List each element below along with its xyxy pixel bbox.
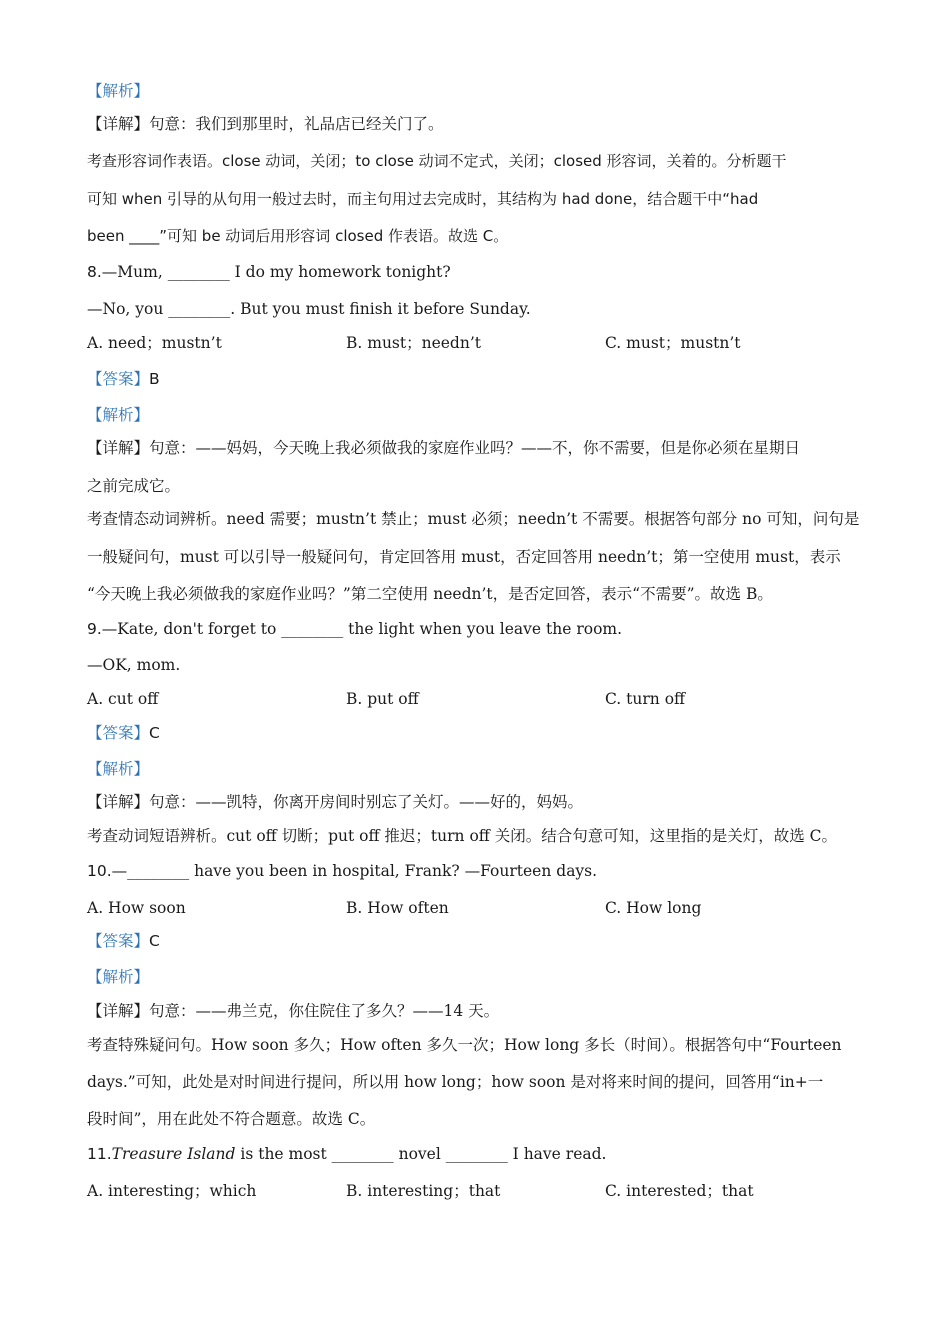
- explanation-line: days.”可知，此处是对时间进行提问，所以用 how long；how soon 是对将来时间的提问，回答用“in+一: [87, 1073, 824, 1091]
- detail-text: 句意：——凯特，你离开房间时别忘了关灯。——好的，妈妈。: [149, 793, 584, 811]
- question-8-stem: [87, 262, 451, 282]
- explanation-line: 考查动词短语辨析。cut off 切断；put off 推迟；turn off 关闭。结合句意可知，这里指的是关灯，故选 C。: [87, 827, 838, 845]
- analysis-label: 【解析】: [87, 760, 150, 778]
- detail-text: 句意：——弗兰克，你住院住了多久？——14 天。: [149, 1002, 500, 1020]
- explanation-line: 段时间”，用在此处不符合题意。故选 C。: [87, 1110, 376, 1128]
- answer-line: [87, 369, 160, 389]
- question-text: —Mum, ________ I do my homework tonight?: [101, 263, 451, 281]
- option-c: C. How long: [605, 899, 702, 917]
- option-b: B. How often: [346, 899, 449, 917]
- explanation-line: 考查特殊疑问句。How soon 多久；How often 多久一次；How long 多长（时间）。根据答句中“Fourteen: [87, 1036, 842, 1054]
- question-9-stem: [87, 619, 622, 639]
- explanation-line: 考查情态动词辨析。need 需要；mustn’t 禁止；must 必须；needn’t 不需要。根据答句部分 no 可知，问句是: [87, 510, 860, 528]
- detail-label: 【详解】: [87, 1002, 150, 1020]
- question-9-reply: —OK, mom.: [87, 656, 181, 674]
- detail-line: [87, 114, 444, 134]
- question-text: —________ have you been in hospital, Frank? —Fourteen days.: [111, 862, 598, 880]
- detail-line: [87, 1001, 499, 1021]
- answer-line: [87, 931, 160, 951]
- option-a: A. cut off: [87, 690, 159, 708]
- answer-label: 【答案】: [87, 932, 150, 950]
- option-b: B. put off: [346, 690, 419, 708]
- question-10-stem: [87, 861, 597, 881]
- option-c: C. interested；that: [605, 1182, 754, 1200]
- question-number: 9.: [87, 620, 102, 638]
- analysis-label: 【解析】: [87, 82, 150, 100]
- detail-label: 【详解】: [87, 793, 150, 811]
- answer-value: C: [149, 932, 160, 950]
- explanation-line: been ____”可知 be 动词后用形容词 closed 作表语。故选 C。: [87, 227, 509, 245]
- answer-label: 【答案】: [87, 724, 150, 742]
- option-b: B. must；needn’t: [346, 334, 481, 352]
- question-number: 11.: [87, 1145, 112, 1163]
- question-text: is the most ________ novel ________ I have read.: [235, 1145, 607, 1163]
- detail-text: 句意：——妈妈，今天晚上我必须做我的家庭作业吗？——不，你不需要，但是你必须在星期日: [149, 439, 801, 457]
- answer-label: 【答案】: [87, 370, 150, 388]
- question-text: —Kate, don't forget to ________ the light when you leave the room.: [101, 620, 623, 638]
- analysis-label: 【解析】: [87, 968, 150, 986]
- option-b: B. interesting；that: [346, 1182, 501, 1200]
- option-a: A. interesting；which: [87, 1182, 257, 1200]
- analysis-label: 【解析】: [87, 406, 150, 424]
- answer-value: B: [149, 370, 160, 388]
- answer-value: C: [149, 724, 160, 742]
- answer-line: [87, 723, 160, 743]
- question-number: 10.: [87, 862, 112, 880]
- detail-label: 【详解】: [87, 439, 150, 457]
- explanation-line: 一般疑问句，must 可以引导一般疑问句，肯定回答用 must，否定回答用 needn’t；第一空使用 must，表示: [87, 548, 841, 566]
- explanation-line: 可知 when 引导的从句用一般过去时，而主句用过去完成时，其结构为 had done，结合题干中“had: [87, 190, 759, 208]
- option-c: C. must；mustn’t: [605, 334, 741, 352]
- detail-text: 句意：我们到那里时，礼品店已经关门了。: [149, 115, 444, 133]
- explanation-line: “今天晚上我必须做我的家庭作业吗？”第二空使用 needn’t，是否定回答，表示“不需要”。故选 B。: [87, 585, 773, 603]
- explanation-line: 考查形容词作表语。close 动词，关闭；to close 动词不定式，关闭；closed 形容词，关着的。分析题干: [87, 152, 787, 170]
- option-c: C. turn off: [605, 690, 686, 708]
- book-title: Treasure Island: [111, 1145, 236, 1163]
- detail-line: [87, 792, 583, 812]
- detail-line: 之前完成它。: [87, 477, 181, 495]
- question-11-stem: [87, 1144, 606, 1164]
- question-8-reply: —No, you ________. But you must finish it before Sunday.: [87, 300, 531, 318]
- detail-label: 【详解】: [87, 115, 150, 133]
- option-a: A. need；mustn’t: [87, 334, 222, 352]
- question-number: 8.: [87, 263, 102, 281]
- detail-line: [87, 438, 800, 458]
- option-a: A. How soon: [87, 899, 186, 917]
